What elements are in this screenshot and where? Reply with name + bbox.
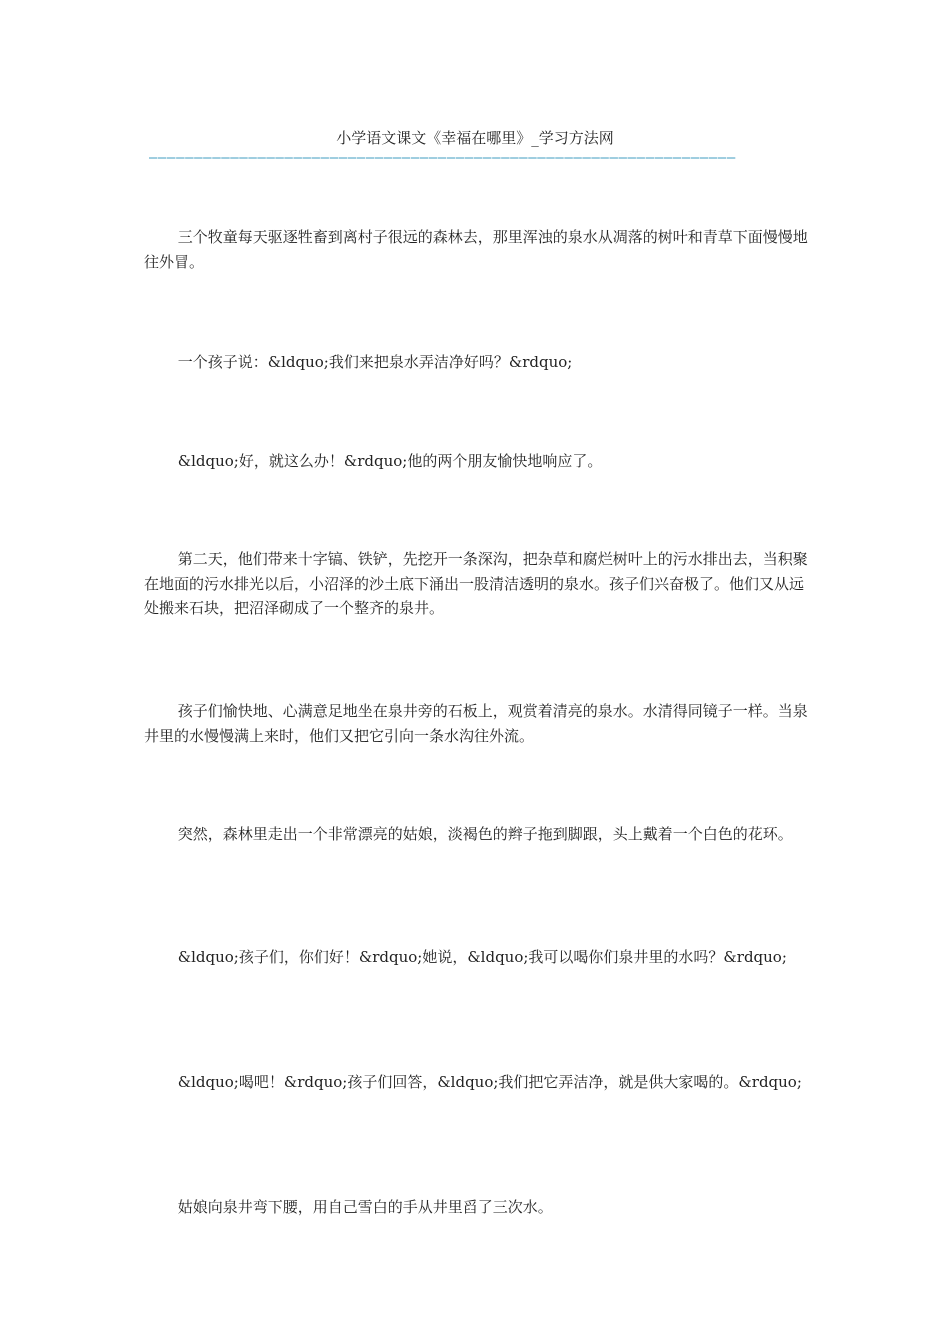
page-header: 小学语文课文《幸福在哪里》_学习方法网: [336, 129, 614, 147]
paragraph-4: 第二天，他们带来十字镐、铁铲，先挖开一条深沟，把杂草和腐烂树叶上的污水排出去，当积聚在地面的污水排光以后，小沼泽的沙土底下涌出一股清洁透明的泉水。孩子们兴奋极了。他们又从远处搬来石块，把沼泽砌成了一个整齐的泉井。: [144, 550, 808, 617]
paragraph-8: &ldquo;喝吧！&rdquo;孩子们回答，&ldquo;我们把它弄洁净，就是供大家喝的。&rdquo;: [177, 1073, 802, 1091]
paragraph-2: 一个孩子说：&ldquo;我们来把泉水弄洁净好吗？&rdquo;: [177, 353, 573, 371]
paragraph-9: 姑娘向泉井弯下腰，用自己雪白的手从井里舀了三次水。: [177, 1198, 553, 1216]
paragraph-5: 孩子们愉快地、心满意足地坐在泉井旁的石板上，观赏着清亮的泉水。水清得同镜子一样。当泉井里的水慢慢满上来时，他们又把它引向一条水沟往外流。: [144, 702, 808, 745]
paragraph-3: &ldquo;好，就这么办！&rdquo;他的两个朋友愉快地响应了。: [177, 452, 603, 470]
header-divider: —————————————————————————————————————————————————————————————————: [149, 153, 736, 163]
paragraph-1: 三个牧童每天驱逐牲畜到离村子很远的森林去，那里浑浊的泉水从凋落的树叶和青草下面慢慢地往外冒。: [144, 228, 808, 271]
paragraph-7: &ldquo;孩子们，你们好！&rdquo;她说，&ldquo;我可以喝你们泉井里的水吗？&rdquo;: [177, 948, 787, 966]
paragraph-6: 突然，森林里走出一个非常漂亮的姑娘，淡褐色的辫子拖到脚跟，头上戴着一个白色的花环。: [177, 825, 793, 843]
